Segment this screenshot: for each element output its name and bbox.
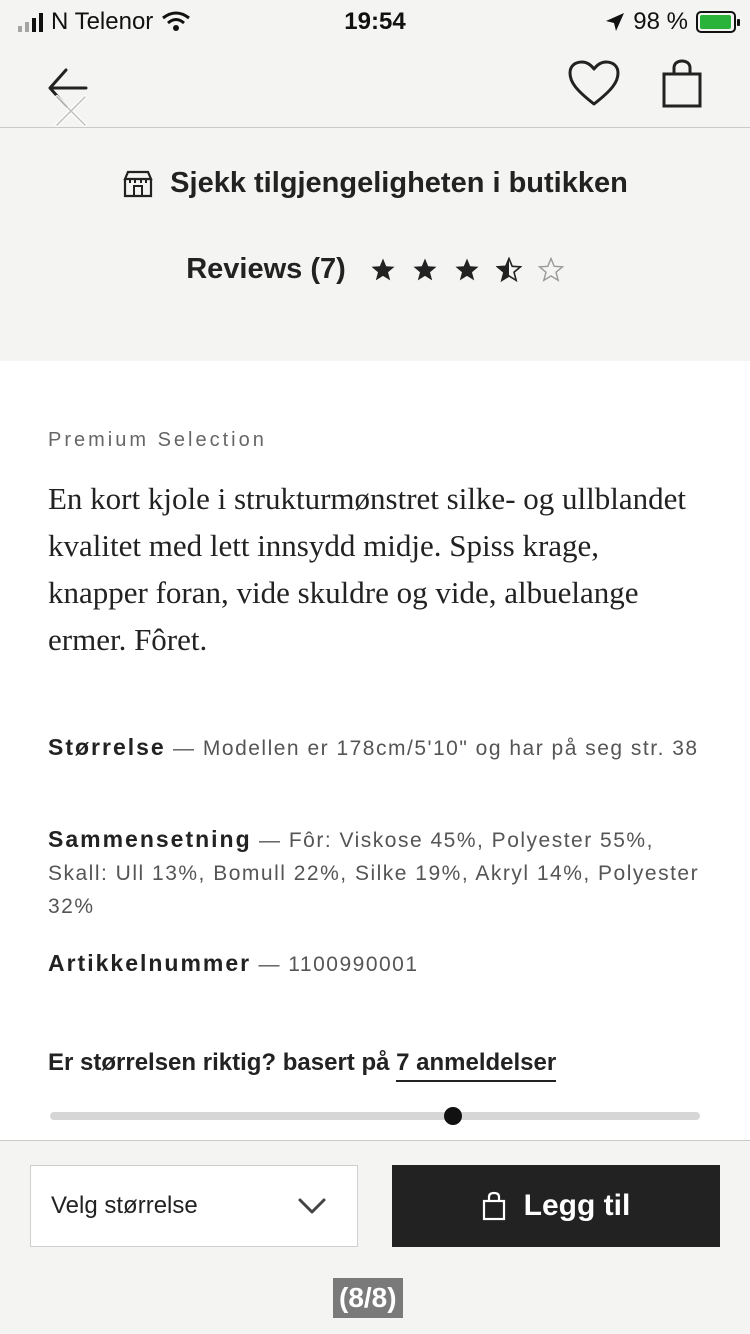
brand-label: Premium Selection <box>48 429 267 451</box>
page-counter: (8/8) <box>333 1278 403 1318</box>
shopping-bag-icon[interactable] <box>660 58 704 110</box>
battery-fill <box>700 15 731 29</box>
detail-size <box>48 731 708 765</box>
detail-separator: — <box>251 953 289 976</box>
status-right <box>605 8 736 36</box>
detail-composition <box>48 823 708 923</box>
carrier-label: N Telenor <box>51 8 154 35</box>
star-full-icon <box>370 257 396 283</box>
size-fit-question <box>48 1049 556 1077</box>
status-time: 19:54 <box>344 8 406 35</box>
star-full-icon <box>412 257 438 283</box>
detail-value: Fôr: Viskose 45%, Polyester 55%, Skall: Ull 13%, Bomull 22%, Silke 19%, Akryl 14%, Polyester 32% <box>48 829 700 918</box>
detail-value: Modellen er 178cm/5'10" og har på seg str. 38 <box>202 737 699 760</box>
reviews-row[interactable] <box>0 253 750 286</box>
store-availability-label: Sjekk tilgjengeligheten i butikken <box>170 167 628 199</box>
size-select-dropdown[interactable] <box>30 1165 358 1247</box>
star-half-icon <box>496 257 522 283</box>
detail-value: 1100990001 <box>288 953 419 976</box>
top-nav <box>0 44 750 128</box>
shopping-bag-icon <box>482 1191 506 1221</box>
info-section <box>0 129 750 361</box>
detail-separator: — <box>165 737 203 760</box>
detail-article-number <box>48 947 708 981</box>
size-fit-indicator <box>444 1107 462 1125</box>
reviews-link[interactable]: 7 anmeldelser <box>396 1049 556 1082</box>
store-availability-link[interactable] <box>0 167 750 200</box>
status-bar <box>0 0 750 44</box>
product-details <box>0 361 750 1140</box>
location-arrow-icon <box>605 12 625 32</box>
size-fit-text: Er størrelsen riktig? basert på <box>48 1049 397 1076</box>
star-full-icon <box>454 257 480 283</box>
store-icon <box>122 169 154 199</box>
chevron-down-icon <box>297 1194 327 1218</box>
rating-stars <box>370 257 564 283</box>
star-empty-icon <box>538 257 564 283</box>
add-to-bag-button[interactable] <box>392 1165 720 1247</box>
battery-icon <box>696 11 736 33</box>
reviews-label: Reviews (7) <box>186 253 346 285</box>
product-description: En kort kjole i strukturmønstret silke- og ullblandet kvalitet med lett innsydd midje. Spiss krage, knapper foran, vide skuldre og vide, albuelange ermer. Fôret. <box>48 481 686 657</box>
battery-percent: 98 % <box>633 8 688 35</box>
size-select-label: Velg størrelse <box>51 1192 198 1219</box>
detail-separator: — <box>251 829 289 852</box>
size-fit-scale <box>50 1112 700 1120</box>
detail-key: Sammensetning <box>48 826 252 852</box>
heart-icon[interactable] <box>566 58 622 110</box>
add-to-bag-label: Legg til <box>523 1189 631 1222</box>
detail-key: Størrelse <box>48 734 166 760</box>
bottom-bar <box>0 1140 750 1334</box>
close-icon[interactable] <box>52 92 90 130</box>
detail-key: Artikkelnummer <box>48 950 252 976</box>
